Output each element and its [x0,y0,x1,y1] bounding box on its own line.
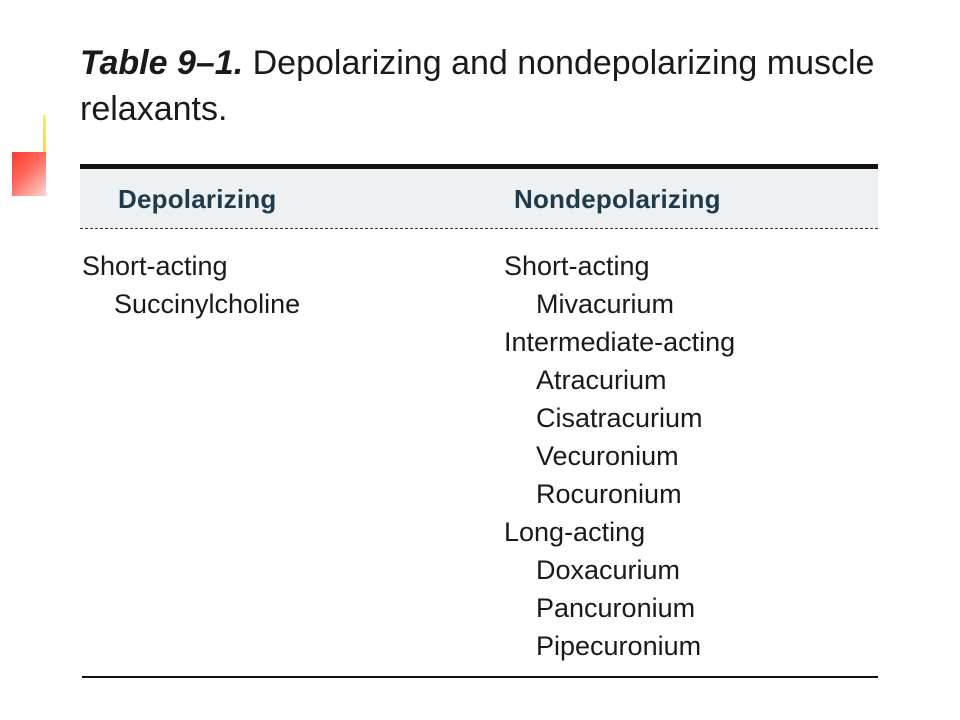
nondepolarizing-column [504,247,735,665]
category-label: Intermediate-acting [504,327,736,357]
drug-name: Vecuronium [536,441,679,471]
drug-name: Cisatracurium [536,403,703,433]
category-label: Long-acting [504,517,646,547]
depolarizing-column [82,247,300,323]
accent-block-red [12,152,46,196]
table-title [80,40,880,132]
table-caption: Depolarizing and nondepolarizing muscle relaxants. [80,44,875,128]
category-label: Short-acting [504,251,650,281]
drug-name: Succinylcholine [114,289,301,319]
drug-name: Rocuronium [536,479,682,509]
drug-name: Pipecuronium [536,631,702,661]
drug-name: Mivacurium [536,289,675,319]
table-number-label: Table 9–1. [80,44,244,82]
category-label: Short-acting [82,251,228,281]
table-bottom-rule [82,676,878,678]
drug-name: Atracurium [536,365,667,395]
drug-name: Pancuronium [536,593,696,623]
column-header-depolarizing: Depolarizing [118,184,277,214]
header-divider [80,228,878,229]
column-header-nondepolarizing: Nondepolarizing [514,184,721,214]
drug-name: Doxacurium [536,555,681,585]
